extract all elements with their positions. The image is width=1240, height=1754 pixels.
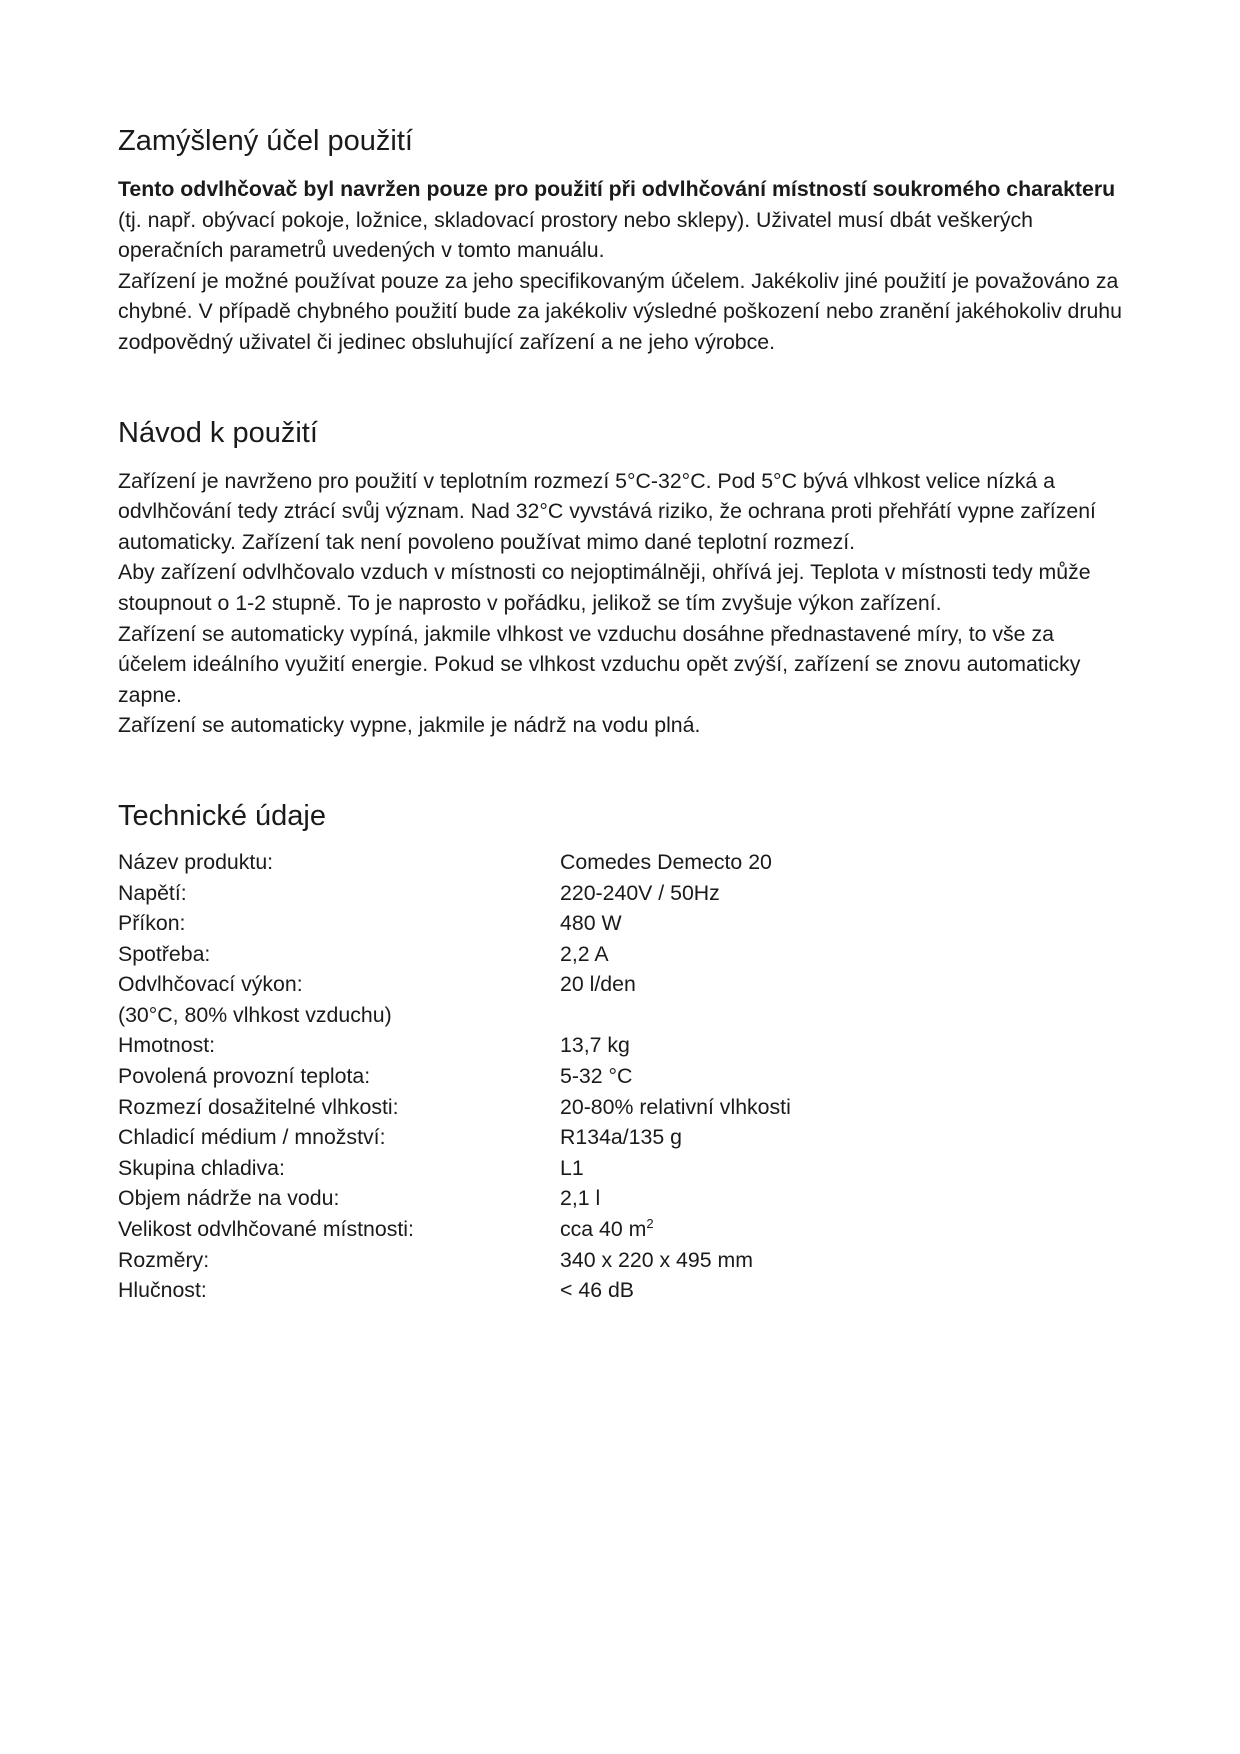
spec-value: 480 W [560,911,622,936]
spec-label: Rozměry: [118,1247,210,1272]
spec-value: R134a/135 g [560,1125,682,1150]
spec-row [118,1275,791,1306]
spec-label: Velikost odvlhčované místnosti: [118,1217,414,1242]
spec-value: 13,7 kg [560,1033,630,1058]
spec-row [118,847,791,878]
spec-label: Hmotnost: [118,1033,216,1058]
section-title-instructions: Návod k použití [118,416,318,449]
spec-label: Objem nádrže na vodu: [118,1186,340,1211]
spec-value: cca 40 m [560,1217,647,1242]
spec-label: Napětí: [118,880,187,905]
intended-use-bold-text: Tento odvlhčovač byl navržen pouze pro použití při odvlhčování místností soukromého charakteru [118,177,1116,201]
spec-value: 2,1 l [560,1186,601,1211]
spec-label: Spotřeba: [118,941,211,966]
spec-row [118,939,791,970]
spec-row [118,1245,791,1276]
intended-use-text: (tj. např. obývací pokoje, ložnice, skladovací prostory nebo sklepy). Uživatel musí dbát veškerých operačních parametrů uvedených v tomto manuálu. [118,207,1033,263]
spec-row [118,1153,791,1184]
spec-row [118,1030,791,1061]
spec-value: Comedes Demecto 20 [560,849,772,874]
instructions-paragraph-1: Zařízení je navrženo pro použití v teplotním rozmezí 5°C-32°C. Pod 5°C bývá vlhkost velice nízká a odvlhčování tedy ztrácí svůj význam. Nad 32°C vyvstává riziko, že ochrana proti přehřátí vypne zařízení automaticky. Zařízení tak není povoleno používat mimo dané teplotní rozmezí. [118,468,1096,554]
spec-value: 340 x 220 x 495 mm [560,1247,753,1272]
spec-row [118,878,791,909]
spec-value: 20-80% relativní vlhkosti [560,1094,791,1119]
spec-value: 5-32 °C [560,1064,633,1089]
section-title-specs: Technické údaje [118,799,326,832]
spec-value: L1 [560,1155,584,1180]
intended-use-paragraph-1 [118,174,1128,266]
instructions-paragraph-3: Zařízení se automaticky vypíná, jakmile vlhkost ve vzduchu dosáhne přednastavené míry, to vše za účelem ideálního využití energie. Pokud se vlhkost vzduchu opět zvýší, zařízení se znovu automaticky zapne. [118,621,1081,707]
spec-value: 2,2 A [560,941,609,966]
spec-label: Název produktu: [118,849,274,874]
page-content [118,118,1128,1306]
spec-label: Hlučnost: [118,1278,207,1303]
spec-label: (30°C, 80% vlhkost vzduchu) [118,1002,392,1027]
spec-label: Chladicí médium / množství: [118,1125,386,1150]
spec-value: 220-240V / 50Hz [560,880,720,905]
spec-label: Příkon: [118,911,186,936]
spec-row [118,1183,791,1214]
section-title-intended-use: Zamýšlený účel použití [118,125,413,157]
spec-row [118,1000,791,1031]
spec-row [118,1122,791,1153]
spec-value: 20 l/den [560,972,636,997]
instructions-paragraph-2: Aby zařízení odvlhčovalo vzduch v místnosti co nejoptimálněji, ohřívá jej. Teplota v místnosti tedy může stoupnout o 1-2 stupně. To je naprosto v pořádku, jelikož se tím zvyšuje výkon zařízení. [118,560,1091,615]
spec-row [118,969,791,1000]
spec-value-with-sup [560,1214,791,1245]
specs-table [118,847,791,1306]
spec-label: Rozmezí dosažitelné vlhkosti: [118,1094,399,1119]
instructions-paragraph-4: Zařízení se automaticky vypne, jakmile je nádrž na vodu plná. [118,713,701,738]
spec-value: < 46 dB [560,1278,635,1303]
spec-label: Povolená provozní teplota: [118,1064,371,1089]
spec-row [118,908,791,939]
spec-label: Skupina chladiva: [118,1155,285,1180]
spec-label: Odvlhčovací výkon: [118,972,303,997]
spec-value [560,1000,791,1031]
intended-use-paragraph-2: Zařízení je možné používat pouze za jeho specifikovaným účelem. Jakékoliv jiné použití je považováno za chybné. V případě chybného použití bude za jakékoliv výsledné poškození nebo zranění jakéhokoliv druhu zodpovědný uživatel či jedinec obsluhující zařízení a ne jeho výrobce. [118,268,1122,354]
spec-row [118,1061,791,1092]
spec-value-superscript: 2 [646,1215,654,1231]
spec-row [118,1092,791,1123]
spec-row [118,1214,791,1245]
